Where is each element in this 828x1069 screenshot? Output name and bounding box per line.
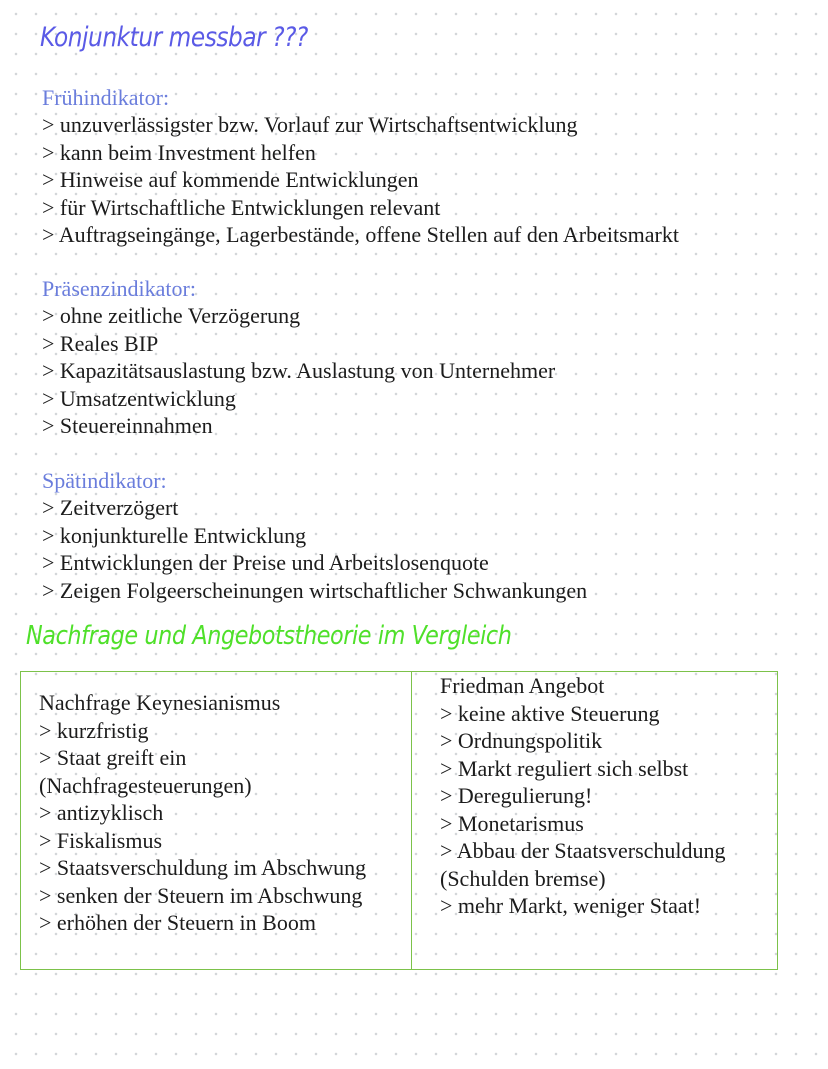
section-heading: Frühindikator: xyxy=(42,85,170,110)
list-item: > Umsatzentwicklung xyxy=(42,385,236,411)
keynesianismus-column xyxy=(21,672,412,969)
list-item: > Monetarismus xyxy=(440,810,584,836)
list-item: (Nachfragesteuerungen) xyxy=(39,772,252,798)
list-item: > senken der Steuern im Abschwung xyxy=(39,882,363,908)
list-item: > Zeigen Folgeerscheinungen wirtschaftlicher Schwankungen xyxy=(42,577,588,603)
list-item: > Entwicklungen der Preise und Arbeitslosenquote xyxy=(42,550,489,575)
list-item: > erhöhen der Steuern in Boom xyxy=(39,910,316,935)
list-item: > keine aktive Steuerung xyxy=(440,700,660,726)
list-item: > Abbau der Staatsverschuldung xyxy=(440,838,726,863)
list-item: > Ordnungspolitik xyxy=(440,728,603,753)
list-item: > mehr Markt, weniger Staat! xyxy=(440,893,702,918)
list-item: > Fiskalismus xyxy=(39,827,163,853)
page-title: Konjunktur messbar ??? xyxy=(40,22,308,53)
list-item: > Hinweise auf kommende Entwicklungen xyxy=(42,167,419,192)
list-item: > ohne zeitliche Verzögerung xyxy=(42,303,301,328)
comparison-title: Nachfrage und Angebotstheorie im Vergleich xyxy=(26,621,512,651)
list-item: > konjunkturelle Entwicklung xyxy=(42,522,307,548)
section-heading: Präsenzindikator: xyxy=(42,276,196,301)
list-item: > Zeitverzögert xyxy=(42,495,179,520)
section-spaetindikator xyxy=(42,467,587,604)
comparison-table xyxy=(20,671,778,970)
section-fruehindikator xyxy=(42,84,679,249)
list-item: > Staat greift ein xyxy=(39,745,187,770)
list-item: > Deregulierung! xyxy=(440,783,593,808)
list-item: (Schulden bremse) xyxy=(440,865,606,891)
section-praesenzindikator xyxy=(42,275,555,440)
list-item: > Kapazitätsauslastung bzw. Auslastung von Unternehmer xyxy=(42,358,556,383)
list-item: > Staatsverschuldung im Abschwung xyxy=(39,855,367,880)
friedman-column xyxy=(412,672,777,969)
list-item: > Reales BIP xyxy=(42,330,159,356)
list-item: > antizyklisch xyxy=(39,800,164,825)
list-item: > unzuverlässigster bzw. Vorlauf zur Wirtschaftsentwicklung xyxy=(42,112,578,137)
list-item: > Markt reguliert sich selbst xyxy=(440,755,689,781)
column-heading: Friedman Angebot xyxy=(440,673,605,698)
list-item: > Auftragseingänge, Lagerbestände, offene Stellen auf den Arbeitsmarkt xyxy=(42,222,679,247)
list-item: > kurzfristig xyxy=(39,717,149,743)
list-item: > für Wirtschaftliche Entwicklungen relevant xyxy=(42,194,441,220)
section-heading: Spätindikator: xyxy=(42,468,167,493)
list-item: > kann beim Investment helfen xyxy=(42,139,316,165)
column-heading: Nachfrage Keynesianismus xyxy=(39,690,281,715)
list-item: > Steuereinnahmen xyxy=(42,413,213,438)
